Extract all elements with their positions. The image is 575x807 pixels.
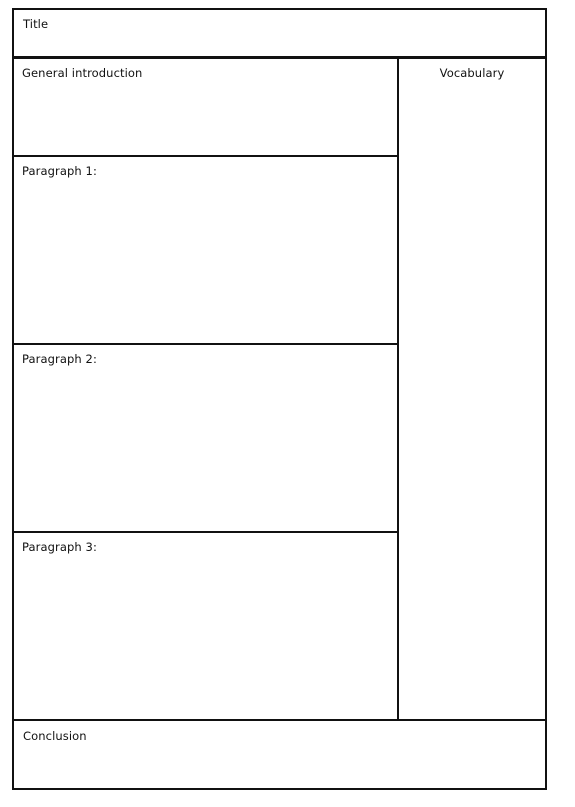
conclusion-label: Conclusion: [23, 729, 87, 743]
general-introduction-box[interactable]: [12, 57, 399, 157]
paragraph-1-box[interactable]: [12, 155, 399, 345]
essay-planning-worksheet: [12, 8, 547, 790]
paragraph-3-label: Paragraph 3:: [22, 540, 97, 554]
paragraph-1-label: Paragraph 1:: [22, 164, 97, 178]
vocabulary-label: Vocabulary: [439, 66, 505, 80]
paragraph-3-box[interactable]: [12, 531, 399, 721]
conclusion-box[interactable]: [12, 719, 547, 790]
title-label: Title: [23, 17, 49, 31]
paragraph-2-label: Paragraph 2:: [22, 352, 97, 366]
paragraph-2-box[interactable]: [12, 343, 399, 533]
title-box[interactable]: [12, 8, 547, 58]
vocabulary-box[interactable]: [397, 57, 547, 721]
general-introduction-label: General introduction: [22, 66, 143, 80]
